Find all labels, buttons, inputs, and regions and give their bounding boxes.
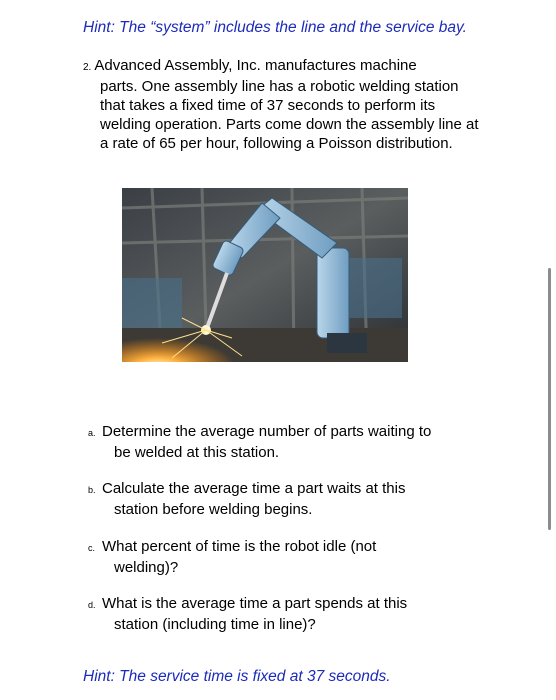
subquestion-letter: a. (88, 428, 96, 438)
subquestion-text: What percent of time is the robot idle (not (102, 538, 377, 555)
subquestion-text: What is the average time a part spends at this (102, 595, 408, 612)
subquestion-c (88, 537, 488, 577)
subquestion-a (88, 422, 488, 462)
subquestion-text-cont: station (including time in line)? (114, 616, 316, 633)
robotic-welding-arm-photo (122, 188, 408, 362)
subquestion-text-cont: station before welding begins. (114, 501, 313, 518)
subquestion-b (88, 479, 488, 519)
subquestion-letter: d. (88, 600, 96, 610)
question-2 (83, 56, 483, 153)
question-body: parts. One assembly line has a robotic welding station that takes a fixed time of 37 seconds to perform its welding operation. Parts come down the assembly line at a rate of 65 per hour, following a Poisson distribution. (100, 78, 479, 152)
subquestion-text: Calculate the average time a part waits at this (102, 480, 406, 497)
vertical-scrollbar[interactable] (548, 268, 551, 530)
question-number: 2. (83, 62, 92, 73)
hint-top: Hint: The “system” includes the line and the service bay. (83, 19, 467, 36)
subquestion-text-cont: be welded at this station. (114, 444, 280, 461)
question-first-line: Advanced Assembly, Inc. manufactures machine (94, 57, 417, 74)
subquestion-letter: c. (88, 543, 96, 553)
subquestion-text: Determine the average number of parts waiting to (102, 423, 432, 440)
subquestion-d (88, 594, 488, 634)
subquestion-text-cont: welding)? (114, 559, 179, 576)
subquestion-letter: b. (88, 485, 96, 495)
hint-bottom: Hint: The service time is fixed at 37 seconds. (83, 668, 391, 685)
